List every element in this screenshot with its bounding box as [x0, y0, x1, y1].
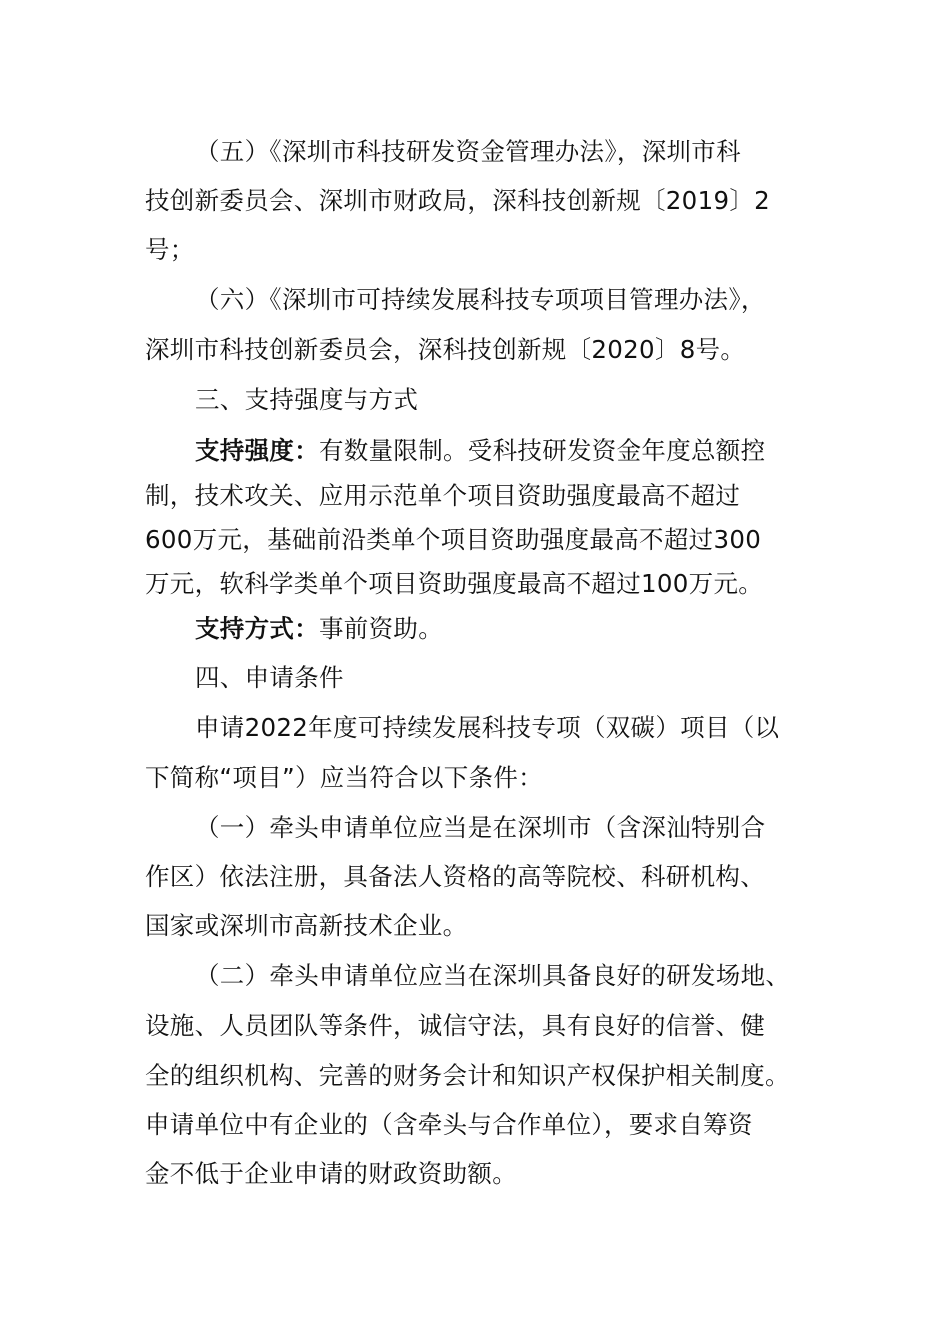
text-line: 下简称“项目”）应当符合以下条件： — [145, 763, 543, 792]
text-line: 作区）依法注册，具备法人资格的高等院校、科研机构、 — [145, 862, 765, 891]
section-heading: 三、支持强度与方式 — [195, 385, 419, 414]
text-line: 申请2022年度可持续发展科技专项（双碳）项目（以 — [195, 713, 780, 742]
bold-label: 支持方式： — [195, 614, 319, 643]
text-line: （六）《深圳市可持续发展科技专项项目管理办法》， — [195, 285, 766, 314]
text-line: 国家或深圳市高新技术企业。 — [145, 911, 468, 940]
text-line: 申请单位中有企业的（含牵头与合作单位），要求自筹资 — [145, 1110, 753, 1139]
text-line — [195, 614, 443, 644]
text-line — [195, 436, 765, 466]
bold-label: 支持强度： — [195, 436, 319, 465]
text-line: 技创新委员会、深圳市财政局，深科技创新规〔2019〕2 — [145, 186, 771, 215]
text-span: 有数量限制。受科技研发资金年度总额控 — [319, 436, 766, 465]
text-line: 万元，软科学类单个项目资助强度最高不超过100万元。 — [145, 569, 764, 598]
text-line: 深圳市科技创新委员会，深科技创新规〔2020〕8号。 — [145, 335, 746, 364]
section-heading: 四、申请条件 — [195, 663, 344, 692]
text-line: 制，技术攻关、应用示范单个项目资助强度最高不超过 — [145, 481, 741, 510]
text-line: （五）《深圳市科技研发资金管理办法》，深圳市科 — [195, 137, 741, 166]
text-line: 全的组织机构、完善的财务会计和知识产权保护相关制度。 — [145, 1061, 790, 1090]
text-line: （二）牵头申请单位应当在深圳具备良好的研发场地、 — [195, 961, 791, 990]
text-span: 事前资助。 — [319, 614, 443, 643]
text-line: 设施、人员团队等条件，诚信守法，具有良好的信誉、健 — [145, 1011, 765, 1040]
text-line: 600万元，基础前沿类单个项目资助强度最高不超过300 — [145, 525, 762, 554]
text-line: 号； — [145, 235, 195, 264]
text-line: （一）牵头申请单位应当是在深圳市（含深汕特别合 — [195, 813, 766, 842]
text-line: 金不低于企业申请的财政资助额。 — [145, 1159, 517, 1188]
